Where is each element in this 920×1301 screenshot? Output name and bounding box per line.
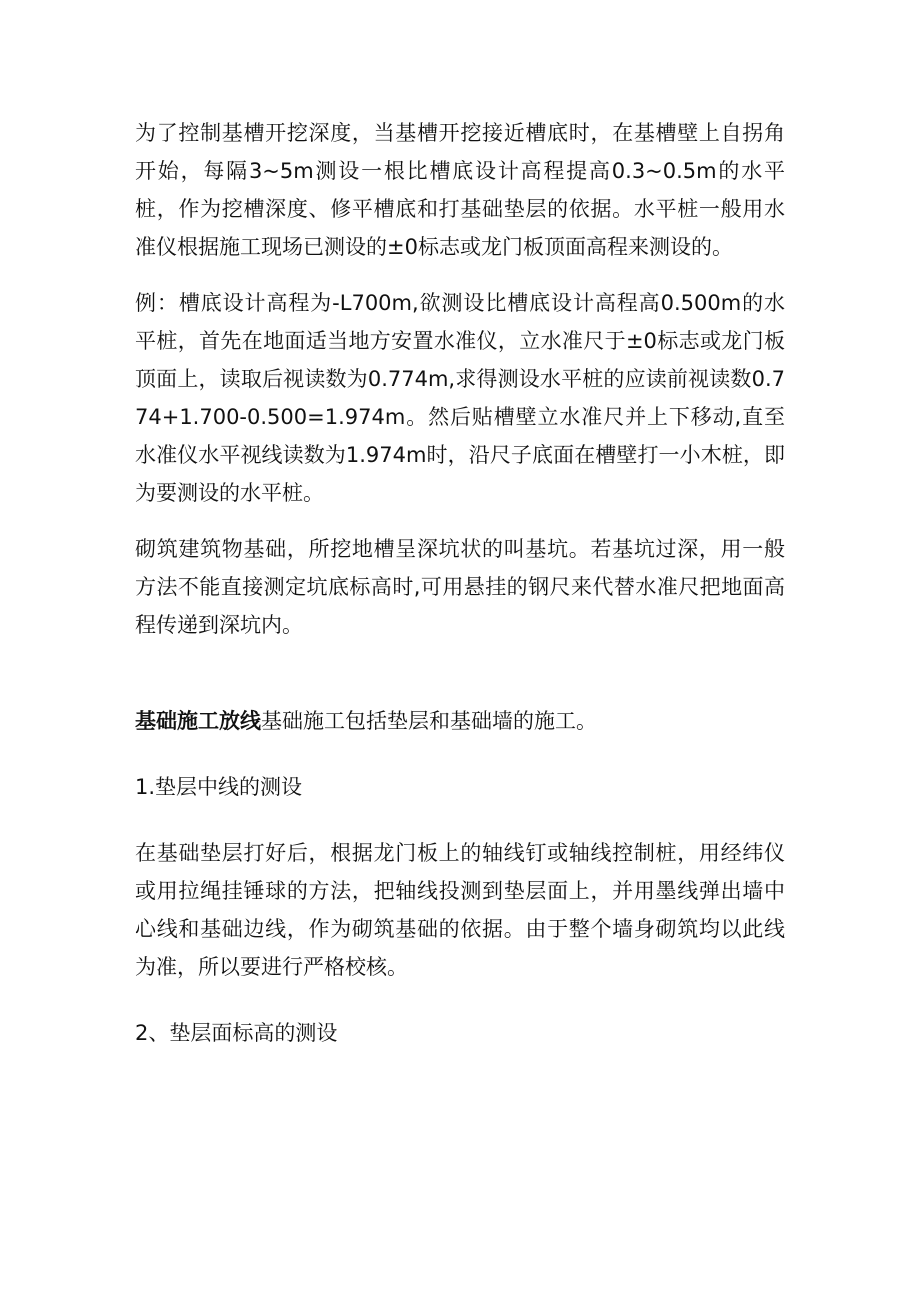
section-foundation-construction (135, 702, 785, 740)
paragraph-example-calculation: 例：槽底设计高程为-L700m,欲测设比槽底设计高程高0.500m的水平桩，首先在地面适当地方安置水准仪，立水准尺于±0标志或龙门板顶面上，读取后视读数为0.774m,求得测设水平桩的应读前视读数0.774+1.700-0.500=1.974m。然后贴槽壁立水准尺并上下移动,直至水准仪水平视线读数为1.974m时，沿尺子底面在槽壁打一小木桩，即为要测设的水平桩。 (135, 291, 785, 505)
section-heading: 基础施工放线 (135, 709, 261, 733)
document-page (135, 114, 785, 1052)
section-intro: 基础施工包括垫层和基础墙的施工。 (261, 709, 597, 733)
subheading-cushion-elevation: 2、垫层面标高的测设 (135, 1021, 338, 1045)
paragraph-trench-depth-control: 为了控制基槽开挖深度，当基槽开挖接近槽底时，在基槽壁上自拐角开始，每隔3~5m测设一根比槽底设计高程提高0.3~0.5m的水平桩，作为挖槽深度、修平槽底和打基础垫层的依据。水平桩一般用水准仪根据施工现场已测设的±0标志或龙门板顶面高程来测设的。 (135, 121, 785, 259)
paragraph-cushion-centerline: 在基础垫层打好后，根据龙门板上的轴线钉或轴线控制桩，用经纬仪或用拉绳挂锤球的方法，把轴线投测到垫层面上，并用墨线弹出墙中心线和基础边线，作为砌筑基础的依据。由于整个墙身砌筑均以此线为准，所以要进行严格校核。 (135, 841, 785, 979)
subheading-cushion-centerline: 1.垫层中线的测设 (135, 775, 303, 799)
paragraph-foundation-pit: 砌筑建筑物基础，所挖地槽呈深坑状的叫基坑。若基坑过深，用一般方法不能直接测定坑底标高时,可用悬挂的钢尺来代替水准尺把地面高程传递到深坑内。 (135, 537, 785, 637)
